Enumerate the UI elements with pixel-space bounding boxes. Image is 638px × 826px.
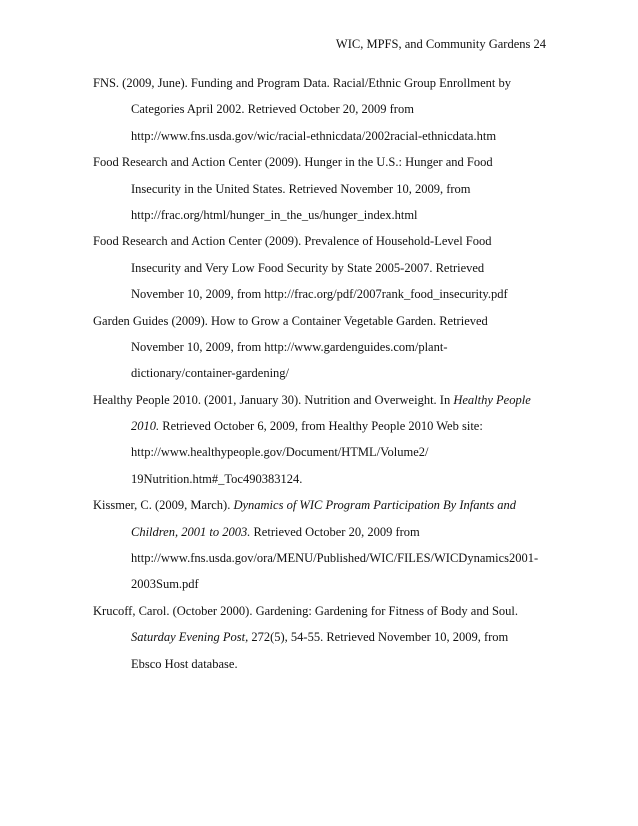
reference-entry — [93, 70, 553, 149]
reference-first-line — [93, 492, 553, 518]
reference-continuation-line — [93, 651, 553, 677]
reference-continuation-line — [93, 176, 553, 202]
reference-text: http://frac.org/html/hunger_in_the_us/hunger_index.html — [131, 207, 418, 222]
reference-text: http://www.healthypeople.gov/Document/HTML/Volume2/ — [131, 445, 429, 460]
reference-first-line — [93, 70, 553, 96]
reference-continuation-line — [93, 334, 553, 360]
reference-continuation-line — [93, 439, 553, 465]
reference-text: Krucoff, Carol. (October 2000). Gardening: Gardening for Fitness of Body and Soul. — [93, 603, 519, 618]
reference-entry — [93, 387, 553, 493]
reference-continuation-line — [93, 413, 553, 439]
running-head: WIC, MPFS, and Community Gardens 24 — [335, 37, 546, 51]
reference-list — [93, 70, 553, 677]
reference-text: http://www.fns.usda.gov/wic/racial-ethnicdata/2002racial-ethnicdata.htm — [131, 128, 497, 143]
reference-continuation-line — [93, 255, 553, 281]
reference-text: Food Research and Action Center (2009). Prevalence of Household-Level Food — [93, 234, 492, 249]
reference-first-line — [93, 598, 553, 624]
reference-text: 272(5), 54-55. Retrieved November 10, 2009, from — [248, 630, 509, 645]
reference-entry — [93, 598, 553, 677]
reference-continuation-line — [93, 545, 553, 571]
reference-italic-title: Saturday Evening Post, — [131, 630, 249, 645]
reference-text: November 10, 2009, from http://www.gardenguides.com/plant- — [131, 339, 448, 354]
reference-continuation-line — [93, 96, 553, 122]
reference-entry — [93, 492, 553, 598]
reference-continuation-line — [93, 281, 553, 307]
reference-first-line — [93, 308, 553, 334]
reference-text: 19Nutrition.htm#_Toc490383124. — [131, 471, 303, 486]
reference-continuation-line — [93, 624, 553, 650]
reference-continuation-line — [93, 360, 553, 386]
reference-italic-title: 2010. — [131, 419, 160, 434]
reference-entry — [93, 228, 553, 307]
reference-entry — [93, 149, 553, 228]
reference-text: http://www.fns.usda.gov/ora/MENU/Published/WIC/FILES/WICDynamics2001- — [131, 551, 539, 566]
reference-text: Insecurity in the United States. Retrieved November 10, 2009, from — [131, 181, 471, 196]
reference-text: Healthy People 2010. (2001, January 30). Nutrition and Overweight. In — [93, 392, 454, 407]
reference-italic-title: Dynamics of WIC Program Participation By Infants and — [233, 498, 516, 513]
reference-text: FNS. (2009, June). Funding and Program Data. Racial/Ethnic Group Enrollment by — [93, 76, 511, 90]
reference-text: November 10, 2009, from http://frac.org/pdf/2007rank_food_insecurity.pdf — [131, 287, 508, 302]
reference-continuation-line — [93, 571, 553, 597]
reference-text: Garden Guides (2009). How to Grow a Container Vegetable Garden. Retrieved — [93, 313, 488, 328]
reference-entry — [93, 308, 553, 387]
reference-text: Insecurity and Very Low Food Security by State 2005-2007. Retrieved — [131, 260, 485, 275]
reference-text: Food Research and Action Center (2009). Hunger in the U.S.: Hunger and Food — [93, 155, 493, 170]
reference-text: 2003Sum.pdf — [131, 577, 199, 592]
reference-continuation-line — [93, 466, 553, 492]
reference-italic-title: Children, 2001 to 2003. — [131, 524, 251, 539]
reference-text: Kissmer, C. (2009, March). — [93, 498, 234, 513]
reference-text: Ebsco Host database. — [131, 656, 238, 671]
reference-text: dictionary/container-gardening/ — [131, 366, 290, 381]
reference-text: Retrieved October 6, 2009, from Healthy People 2010 Web site: — [159, 419, 483, 434]
reference-first-line — [93, 228, 553, 254]
reference-continuation-line — [93, 519, 553, 545]
reference-text: Categories April 2002. Retrieved October 20, 2009 from — [131, 102, 414, 117]
reference-first-line — [93, 149, 553, 175]
reference-text: Retrieved October 20, 2009 from — [250, 524, 420, 539]
reference-italic-title: Healthy People — [453, 392, 531, 407]
reference-continuation-line — [93, 123, 553, 149]
reference-first-line — [93, 387, 553, 413]
reference-continuation-line — [93, 202, 553, 228]
